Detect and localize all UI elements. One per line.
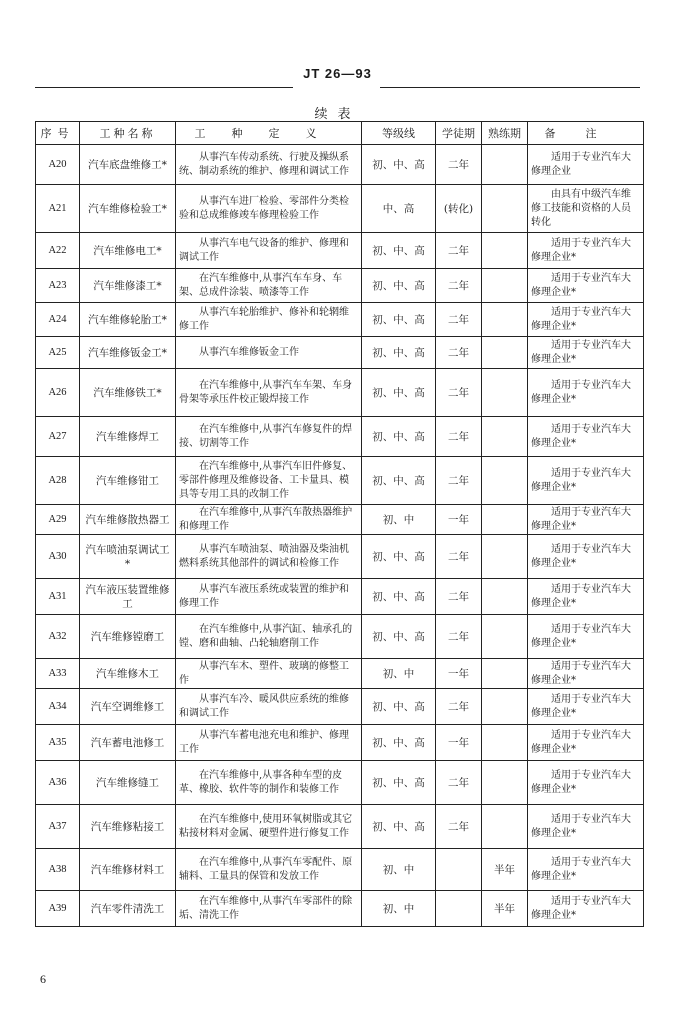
apprentice-period: 二年 (436, 761, 482, 805)
row-number: A24 (36, 303, 80, 337)
table-row (36, 761, 644, 805)
row-number: A21 (36, 185, 80, 233)
header-rule-left (35, 87, 293, 88)
occupation-name: 汽车维修钳工 (80, 457, 176, 505)
occupation-definition: 从事汽车液压系统或装置的维护和修理工作 (176, 579, 362, 615)
remark: 适用于专业汽车大修理企业* (528, 337, 644, 369)
proficiency-period (482, 417, 528, 457)
row-number: A30 (36, 535, 80, 579)
remark: 适用于专业汽车大修理企业* (528, 659, 644, 689)
table-row (36, 615, 644, 659)
remark: 适用于专业汽车大修理企业* (528, 233, 644, 269)
row-number: A32 (36, 615, 80, 659)
occupation-name: 汽车维修缝工 (80, 761, 176, 805)
col-header-note: 备注 (528, 122, 644, 145)
grade-levels: 初、中 (362, 849, 436, 891)
remark: 由具有中级汽车维修工技能和资格的人员转化 (528, 185, 644, 233)
occupation-definition: 从事汽车进厂检验、零部件分类检验和总成维修竣车修理检验工作 (176, 185, 362, 233)
row-number: A25 (36, 337, 80, 369)
col-header-level: 等级线 (362, 122, 436, 145)
grade-levels: 初、中、高 (362, 805, 436, 849)
occupation-name: 汽车维修电工* (80, 233, 176, 269)
col-header-no: 序号 (36, 122, 80, 145)
table-row (36, 145, 644, 185)
col-header-name: 工种名称 (80, 122, 176, 145)
table-row (36, 303, 644, 337)
grade-levels: 初、中、高 (362, 417, 436, 457)
proficiency-period (482, 725, 528, 761)
table-row (36, 891, 644, 927)
apprentice-period: 一年 (436, 725, 482, 761)
occupation-name: 汽车维修散热器工 (80, 505, 176, 535)
row-number: A38 (36, 849, 80, 891)
occupation-definition: 在汽车维修中,从事汽车零配件、原辅料、工量具的保管和发放工作 (176, 849, 362, 891)
occupation-name: 汽车空调维修工 (80, 689, 176, 725)
occupation-definition: 在汽车维修中,从事汽车旧件修复、零部件修理及维修设备、工卡量具、模具等专用工具的改制工作 (176, 457, 362, 505)
remark: 适用于专业汽车大修理企业* (528, 269, 644, 303)
proficiency-period (482, 185, 528, 233)
grade-levels: 初、中、高 (362, 761, 436, 805)
remark: 适用于专业汽车大修理企业 (528, 145, 644, 185)
remark: 适用于专业汽车大修理企业* (528, 579, 644, 615)
header-rule-right (380, 87, 640, 88)
apprentice-period: 二年 (436, 269, 482, 303)
table-row (36, 457, 644, 505)
occupation-definition: 在汽车维修中,从事汽车车身、车架、总成件涂装、喷漆等工作 (176, 269, 362, 303)
table-row (36, 849, 644, 891)
page-number: 6 (40, 972, 46, 986)
occupation-name: 汽车液压装置维修工 (80, 579, 176, 615)
row-number: A29 (36, 505, 80, 535)
remark: 适用于专业汽车大修理企业* (528, 891, 644, 927)
proficiency-period (482, 579, 528, 615)
table-row (36, 337, 644, 369)
row-number: A27 (36, 417, 80, 457)
occupation-name: 汽车维修粘接工 (80, 805, 176, 849)
row-number: A33 (36, 659, 80, 689)
remark: 适用于专业汽车大修理企业* (528, 369, 644, 417)
grade-levels: 初、中 (362, 505, 436, 535)
table-header-row (36, 122, 644, 145)
apprentice-period: (转化) (436, 185, 482, 233)
proficiency-period (482, 145, 528, 185)
table-row (36, 369, 644, 417)
remark: 适用于专业汽车大修理企业* (528, 725, 644, 761)
occupation-definition: 从事汽车冷、暖风供应系统的维修和调试工作 (176, 689, 362, 725)
table-row (36, 233, 644, 269)
proficiency-period (482, 233, 528, 269)
table-continued-title: 续表 (314, 107, 361, 122)
occupation-name: 汽车维修焊工 (80, 417, 176, 457)
row-number: A35 (36, 725, 80, 761)
table-row (36, 417, 644, 457)
occupation-definition: 在汽车维修中,从事汽车车架、车身骨架等承压件校正锻焊接工作 (176, 369, 362, 417)
remark: 适用于专业汽车大修理企业* (528, 689, 644, 725)
occupation-definition: 从事汽车蓄电池充电和维护、修理工作 (176, 725, 362, 761)
remark: 适用于专业汽车大修理企业* (528, 761, 644, 805)
occupation-definition: 在汽车维修中,从事汽车散热器维护和修理工作 (176, 505, 362, 535)
remark: 适用于专业汽车大修理企业* (528, 805, 644, 849)
occupation-name: 汽车维修材料工 (80, 849, 176, 891)
occupation-table (35, 121, 644, 927)
occupation-definition: 从事汽车维修钣金工作 (176, 337, 362, 369)
row-number: A37 (36, 805, 80, 849)
occupation-name: 汽车维修漆工* (80, 269, 176, 303)
occupation-definition: 在汽车维修中,从事各种车型的皮革、橡胶、软件等的制作和装修工作 (176, 761, 362, 805)
proficiency-period (482, 369, 528, 417)
table-row (36, 805, 644, 849)
grade-levels: 初、中、高 (362, 337, 436, 369)
proficiency-period (482, 457, 528, 505)
occupation-name: 汽车维修钣金工* (80, 337, 176, 369)
occupation-name: 汽车蓄电池修工 (80, 725, 176, 761)
occupation-definition: 从事汽车喷油泵、喷油器及柴油机燃料系统其他部件的调试和检修工作 (176, 535, 362, 579)
remark: 适用于专业汽车大修理企业* (528, 457, 644, 505)
proficiency-period (482, 269, 528, 303)
standard-code: JT 26—93 (303, 66, 372, 81)
col-header-apprentice: 学徒期 (436, 122, 482, 145)
grade-levels: 初、中 (362, 659, 436, 689)
proficiency-period (482, 761, 528, 805)
apprentice-period: 二年 (436, 233, 482, 269)
proficiency-period (482, 805, 528, 849)
grade-levels: 初、中、高 (362, 269, 436, 303)
proficiency-period (482, 689, 528, 725)
row-number: A34 (36, 689, 80, 725)
occupation-definition: 从事汽车轮胎维护、修补和轮辋维修工作 (176, 303, 362, 337)
apprentice-period: 二年 (436, 457, 482, 505)
occupation-name: 汽车维修检验工* (80, 185, 176, 233)
row-number: A28 (36, 457, 80, 505)
page-header (0, 0, 675, 122)
remark: 适用于专业汽车大修理企业* (528, 417, 644, 457)
proficiency-period: 半年 (482, 891, 528, 927)
table-row (36, 659, 644, 689)
table-row (36, 725, 644, 761)
row-number: A36 (36, 761, 80, 805)
occupation-definition: 从事汽车传动系统、行驶及操纵系统、制动系统的维护、修理和调试工作 (176, 145, 362, 185)
occupation-definition: 在汽车维修中,从事汽缸、轴承孔的镗、磨和曲轴、凸轮轴磨削工作 (176, 615, 362, 659)
row-number: A31 (36, 579, 80, 615)
proficiency-period (482, 337, 528, 369)
occupation-definition: 在汽车维修中,从事汽车零部件的除垢、清洗工作 (176, 891, 362, 927)
proficiency-period (482, 615, 528, 659)
grade-levels: 初、中、高 (362, 145, 436, 185)
occupation-name: 汽车底盘维修工* (80, 145, 176, 185)
grade-levels: 初、中、高 (362, 689, 436, 725)
occupation-definition: 从事汽车木、塑件、玻璃的修整工作 (176, 659, 362, 689)
remark: 适用于专业汽车大修理企业* (528, 535, 644, 579)
occupation-name: 汽车维修镗磨工 (80, 615, 176, 659)
proficiency-period (482, 303, 528, 337)
table-row (36, 689, 644, 725)
apprentice-period (436, 849, 482, 891)
table-row (36, 535, 644, 579)
occupation-name: 汽车维修木工 (80, 659, 176, 689)
occupation-name: 汽车维修轮胎工* (80, 303, 176, 337)
grade-levels: 中、高 (362, 185, 436, 233)
apprentice-period: 二年 (436, 369, 482, 417)
apprentice-period: 二年 (436, 579, 482, 615)
table-row (36, 269, 644, 303)
proficiency-period (482, 659, 528, 689)
proficiency-period (482, 505, 528, 535)
occupation-definition: 在汽车维修中,从事汽车修复件的焊接、切割等工作 (176, 417, 362, 457)
table-row (36, 579, 644, 615)
col-header-definition: 工种定义 (176, 122, 362, 145)
remark: 适用于专业汽车大修理企业* (528, 615, 644, 659)
apprentice-period: 二年 (436, 337, 482, 369)
row-number: A20 (36, 145, 80, 185)
grade-levels: 初、中、高 (362, 579, 436, 615)
row-number: A22 (36, 233, 80, 269)
occupation-name: 汽车维修铁工* (80, 369, 176, 417)
grade-levels: 初、中 (362, 891, 436, 927)
proficiency-period (482, 535, 528, 579)
apprentice-period: 二年 (436, 303, 482, 337)
apprentice-period (436, 891, 482, 927)
apprentice-period: 二年 (436, 145, 482, 185)
grade-levels: 初、中、高 (362, 369, 436, 417)
col-header-skill: 熟练期 (482, 122, 528, 145)
grade-levels: 初、中、高 (362, 535, 436, 579)
row-number: A26 (36, 369, 80, 417)
apprentice-period: 一年 (436, 505, 482, 535)
grade-levels: 初、中、高 (362, 233, 436, 269)
remark: 适用于专业汽车大修理企业* (528, 303, 644, 337)
row-number: A39 (36, 891, 80, 927)
proficiency-period: 半年 (482, 849, 528, 891)
grade-levels: 初、中、高 (362, 303, 436, 337)
occupation-definition: 在汽车维修中,使用环氧树脂或其它粘接材料对金属、硬塑件进行修复工作 (176, 805, 362, 849)
apprentice-period: 二年 (436, 805, 482, 849)
row-number: A23 (36, 269, 80, 303)
apprentice-period: 二年 (436, 417, 482, 457)
apprentice-period: 一年 (436, 659, 482, 689)
remark: 适用于专业汽车大修理企业* (528, 849, 644, 891)
occupation-name: 汽车零件清洗工 (80, 891, 176, 927)
occupation-definition: 从事汽车电气设备的维护、修理和调试工作 (176, 233, 362, 269)
table-row (36, 505, 644, 535)
grade-levels: 初、中、高 (362, 615, 436, 659)
apprentice-period: 二年 (436, 535, 482, 579)
occupation-name: 汽车喷油泵调试工* (80, 535, 176, 579)
remark: 适用于专业汽车大修理企业* (528, 505, 644, 535)
grade-levels: 初、中、高 (362, 457, 436, 505)
table-row (36, 185, 644, 233)
apprentice-period: 二年 (436, 615, 482, 659)
apprentice-period: 二年 (436, 689, 482, 725)
grade-levels: 初、中、高 (362, 725, 436, 761)
